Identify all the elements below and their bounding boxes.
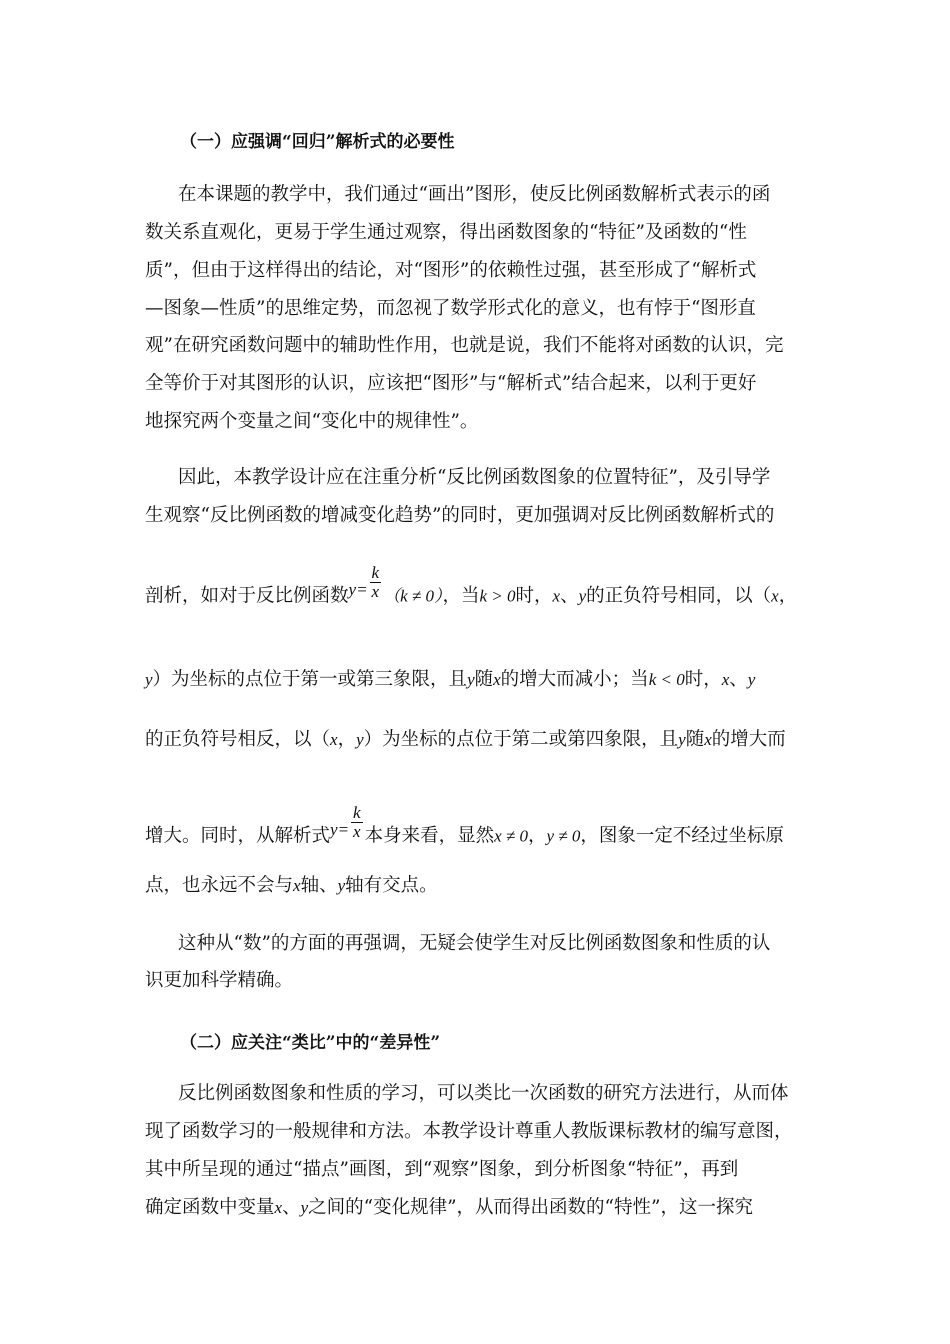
text-run: 轴有交点。 — [345, 875, 438, 896]
text-run: 的增大而 — [711, 729, 786, 750]
math-var: y — [356, 730, 364, 749]
math-op: = — [356, 580, 368, 600]
math-condition: x ≠ 0 — [494, 826, 528, 846]
math-var: y — [337, 876, 346, 895]
fraction-numerator: k — [371, 563, 380, 582]
text-run: 的正负符号相反，以（ — [145, 729, 331, 750]
fraction — [370, 564, 382, 601]
text-run: ， — [337, 729, 357, 750]
text-run: 之间的“变化规律”，从而得出函数的“特性”，这一探究 — [308, 1197, 753, 1218]
math-var: y — [678, 730, 686, 749]
math-var: y — [467, 670, 475, 689]
text-run: ，图象一定不经过坐标原 — [580, 825, 784, 847]
math-var: y — [348, 580, 357, 600]
paragraph-line-with-formula — [145, 1196, 753, 1220]
paragraph-line-with-formula — [145, 874, 438, 898]
text-run: 、 — [729, 669, 748, 690]
math-var: y — [145, 670, 153, 689]
paragraph-line: 这种从“数”的方面的再强调，无疑会使学生对反比例函数图象和性质的认 — [178, 933, 771, 954]
math-var: x — [330, 730, 338, 749]
paragraph-line-with-formula — [145, 803, 784, 855]
math-condition: k < 0 — [648, 670, 685, 689]
paragraph-line: 全等价于对其图形的认识，应该把“图形”与“解析式”结合起来，以利于更好 — [145, 373, 757, 394]
fraction-denominator: x — [353, 821, 361, 841]
math-op: = — [337, 820, 350, 840]
paragraph-line: 在本课题的教学中，我们通过“画出”图形，使反比例函数解析式表示的函 — [178, 184, 771, 205]
math-var: y — [300, 1198, 309, 1217]
fraction-numerator: k — [353, 803, 361, 822]
math-var: x — [721, 670, 730, 689]
paragraph-line: 其中所呈现的通过“描点”画图，到“观察”图象，到分析图象“特征”，再到 — [145, 1159, 739, 1180]
text-run: 本身来看，显然 — [364, 825, 495, 847]
math-var: x — [771, 586, 779, 606]
paragraph-line: 观”在研究函数问题中的辅助性作用，也就是说，我们不能将对函数的认识，完 — [145, 335, 784, 356]
math-condition: （k ≠ 0） — [383, 586, 443, 606]
paragraph-line: 生观察“反比例函数的增减变化趋势”的同时，更加强调对反比例函数解析式的 — [145, 505, 775, 526]
text-run: 时， — [684, 669, 722, 690]
text-run: 时， — [515, 585, 553, 607]
paragraph-line: 地探究两个变量之间“变化中的规律性”。 — [145, 411, 479, 432]
math-var: x — [293, 876, 301, 895]
text-run: ，当 — [442, 585, 480, 607]
math-var: x — [704, 730, 712, 749]
text-run: ）为坐标的点位于第二或第四象限，且 — [363, 729, 679, 750]
text-run: 、 — [282, 1197, 301, 1218]
fraction-denominator: x — [371, 581, 380, 601]
text-run: ， — [778, 585, 798, 607]
paragraph-line-with-formula — [145, 563, 798, 615]
paragraph-line: 现了函数学习的一般规律和方法。本教学设计尊重人教版课标教材的编写意图， — [145, 1121, 793, 1142]
text-run: 随 — [685, 729, 705, 750]
math-var: x — [274, 1198, 283, 1217]
paragraph-line: 因此，本教学设计应在注重分析“反比例函数图象的位置特征”，及引导学 — [178, 467, 771, 488]
paragraph-line: 质”，但由于这样得出的结论，对“图形”的依赖性过强，甚至形成了“解析式 — [145, 260, 757, 281]
paragraph-line-with-formula — [145, 728, 786, 752]
paragraph-line: —图象—性质”的思维定势，而忽视了数学形式化的意义，也有悖于“图形直 — [145, 298, 756, 319]
text-run: 随 — [474, 669, 494, 690]
math-condition: y ≠ 0 — [546, 826, 581, 846]
math-var: y — [330, 820, 338, 840]
math-condition: k > 0 — [479, 586, 516, 606]
text-run: 的增大而减小；当 — [500, 669, 649, 690]
math-var: x — [552, 586, 561, 606]
math-var: y — [578, 586, 587, 606]
paragraph-line: 数关系直观化，更易于学生通过观察，得出函数图象的“特征”及函数的“性 — [145, 222, 747, 243]
text-run: 、 — [560, 585, 579, 607]
text-run: 确定函数中变量 — [145, 1197, 275, 1218]
math-var: y — [747, 670, 756, 689]
text-run: ）为坐标的点位于第一或第三象限，且 — [152, 669, 468, 690]
text-run: 的正负符号相同，以（ — [586, 585, 772, 607]
fraction — [351, 804, 363, 841]
math-var: x — [493, 670, 501, 689]
paragraph-line-with-formula — [145, 668, 755, 692]
section-heading-1: （一）应强调“回归”解析式的必要性 — [180, 132, 455, 152]
text-run: ， — [528, 825, 547, 847]
text-run: 剖析，如对于反比例函数 — [145, 585, 349, 607]
text-run: 点，也永远不会与 — [145, 875, 294, 896]
section-heading-2: （二）应关注“类比”中的“差异性” — [180, 1033, 441, 1053]
text-run: 增大。同时，从解析式 — [145, 825, 331, 847]
paragraph-line: 识更加科学精确。 — [145, 970, 294, 991]
paragraph-line: 反比例函数图象和性质的学习，可以类比一次函数的研究方法进行，从而体 — [178, 1083, 789, 1104]
text-run: 轴、 — [300, 875, 338, 896]
